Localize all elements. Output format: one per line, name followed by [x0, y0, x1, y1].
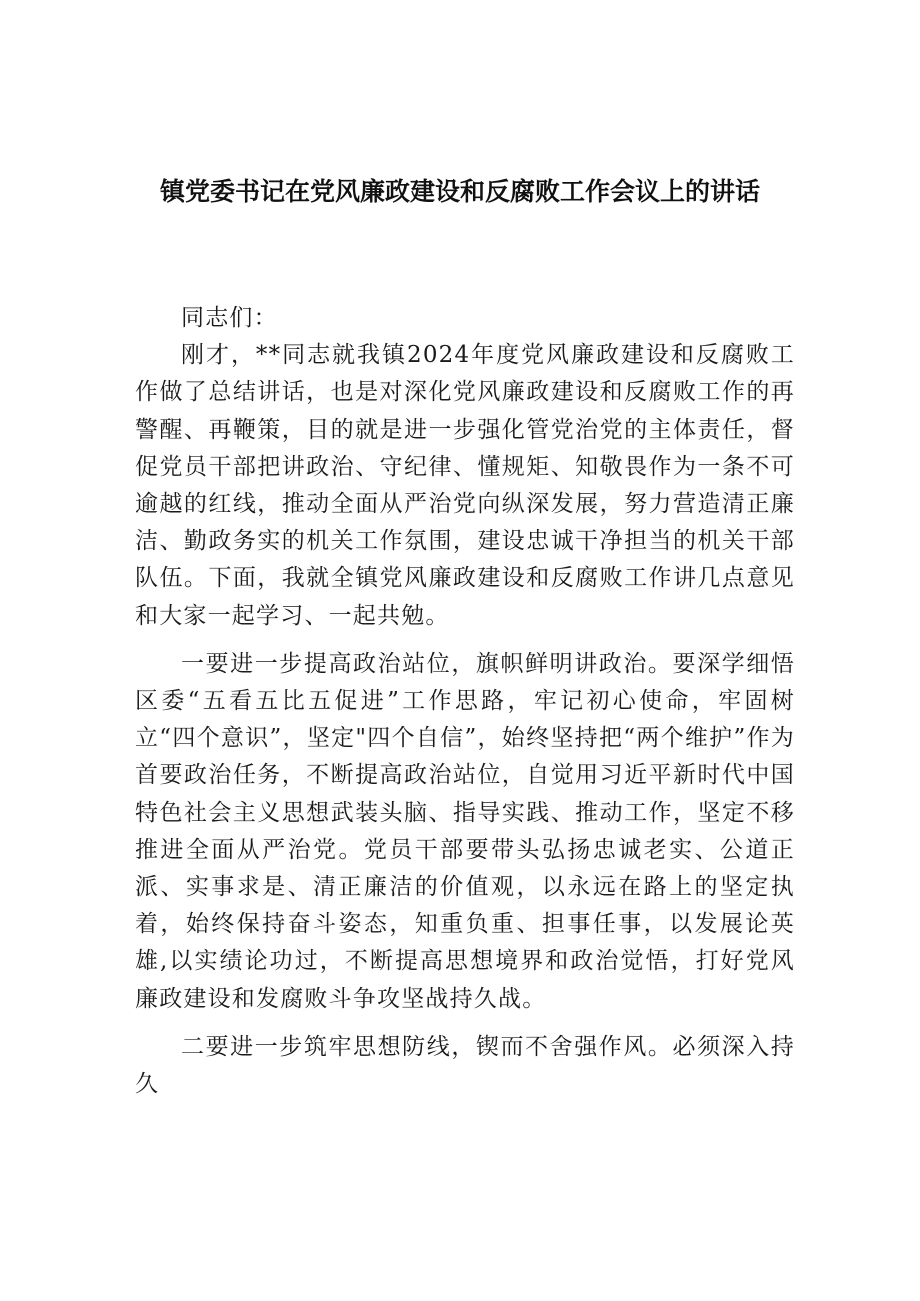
document-body — [135, 300, 795, 1103]
paragraph-point-two: 二要进一步筑牢思想防线，锲而不舍强作风。必须深入持久 — [135, 1033, 795, 1098]
salutation: 同志们： — [181, 305, 278, 331]
paragraph-opening: 刚才，**同志就我镇2024年度党风廉政建设和反腐败工作做了总结讲话，也是对深化党风廉政建设和反腐败工作的再警醒、再鞭策，目的就是进一步强化管党治党的主体责任，督促党员干部把讲政治、守纪律、懂规矩、知敬畏作为一条不可逾越的红线，推动全面从严治党向纵深发展，努力营造清正廉洁、勤政务实的机关工作氛围，建设忠诚干净担当的机关干部队伍。下面，我就全镇党风廉政建设和反腐败工作讲几点意见和大家一起学习、一起共勉。 — [135, 342, 795, 629]
document-title: 镇党委书记在党风廉政建设和反腐败工作会议上的讲话 — [159, 177, 760, 206]
paragraph-point-one: 一要进一步提高政治站位，旗帜鲜明讲政治。要深学细悟区委“五看五比五促进”工作思路，牢记初心使命，牢固树立“四个意识”，坚定"四个自信”，始终坚持把“两个维护”作为首要政治任务，不断提高政治站位，自觉用习近平新时代中国特色社会主义思想武装头脑、指导实践、推动工作，坚定不移推进全面从严治党。党员干部要带头弘扬忠诚老实、公道正派、实事求是、清正廉洁的价值观，以永远在路上的坚定执着，始终保持奋斗姿态，知重负重、担事任事，以发展论英雄,以实绩论功过，不断提高思想境界和政治觉悟，打好党风廉政建设和发腐败斗争攻坚战持久战。 — [135, 650, 795, 1012]
